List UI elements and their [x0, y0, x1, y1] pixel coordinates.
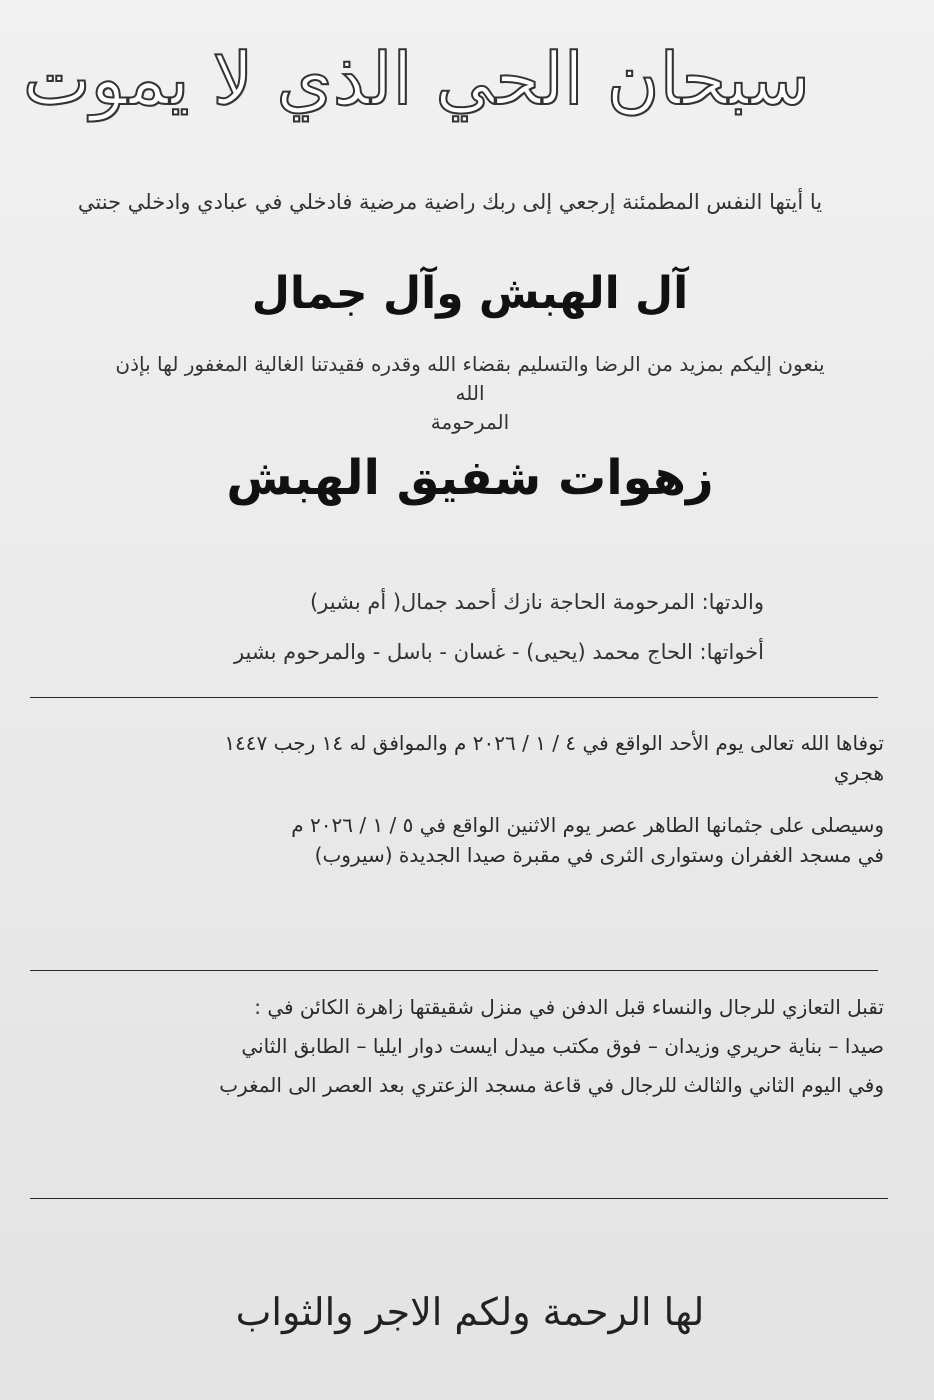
- divider-3: [30, 1198, 888, 1199]
- announcement-line-1: ينعون إليكم بمزيد من الرضا والتسليم بقضاء الله وقدره فقيدتنا الغالية المغفور لها بإذن الله: [115, 352, 825, 405]
- quran-verse: يا أيتها النفس المطمئنة إرجعي إلى ربك راضية مرضية فادخلي في عبادي وادخلي جنتي: [77, 190, 823, 214]
- families-title: آل الهبش وآل جمال: [251, 268, 689, 319]
- condolence-details: [44, 988, 884, 1105]
- prayer-line-2: في مسجد الغفران وستوارى الثرى في مقبرة صيدا الجديدة (سيروب): [314, 843, 884, 867]
- death-details: [44, 728, 884, 788]
- announcement: [100, 350, 840, 437]
- prayer-details: [44, 810, 884, 870]
- prayer-line-1: وسيصلى على جثمانها الطاهر عصر يوم الاثنين الواقع في ٥ / ١ / ٢٠٢٦ م: [291, 813, 884, 837]
- announcement-line-2: المرحومة: [430, 410, 510, 434]
- deceased-name: زهوات شفيق الهبش: [226, 450, 714, 506]
- closing-prayer: لها الرحمة ولكم الاجر والثواب: [235, 1290, 705, 1334]
- mother-line: والدتها: المرحومة الحاجة نازك أحمد جمال( أم بشير): [309, 590, 764, 614]
- divider-1: [30, 697, 878, 698]
- condolence-line-2: صيدا – بناية حريري وزيدان – فوق مكتب ميدل ايست دوار ايليا – الطابق الثاني: [241, 1034, 884, 1058]
- death-line-1: توفاها الله تعالى يوم الأحد الواقع في ٤ / ١ / ٢٠٢٦ م والموافق له ١٤ رجب ١٤٤٧: [224, 731, 884, 755]
- siblings-line: أخواتها: الحاج محمد (يحيى) - غسان - باسل - والمرحوم بشير: [233, 640, 764, 664]
- death-line-2: هجري: [833, 761, 884, 785]
- condolence-line-1: تقبل التعازي للرجال والنساء قبل الدفن في منزل شقيقتها زاهرة الكائن في :: [254, 995, 884, 1019]
- divider-2: [30, 970, 878, 971]
- condolence-line-3: وفي اليوم الثاني والثالث للرجال في قاعة مسجد الزعتري بعد العصر الى المغرب: [219, 1073, 884, 1097]
- calligraphy-heading: سبحان الحي الذي لا يموت: [22, 37, 810, 121]
